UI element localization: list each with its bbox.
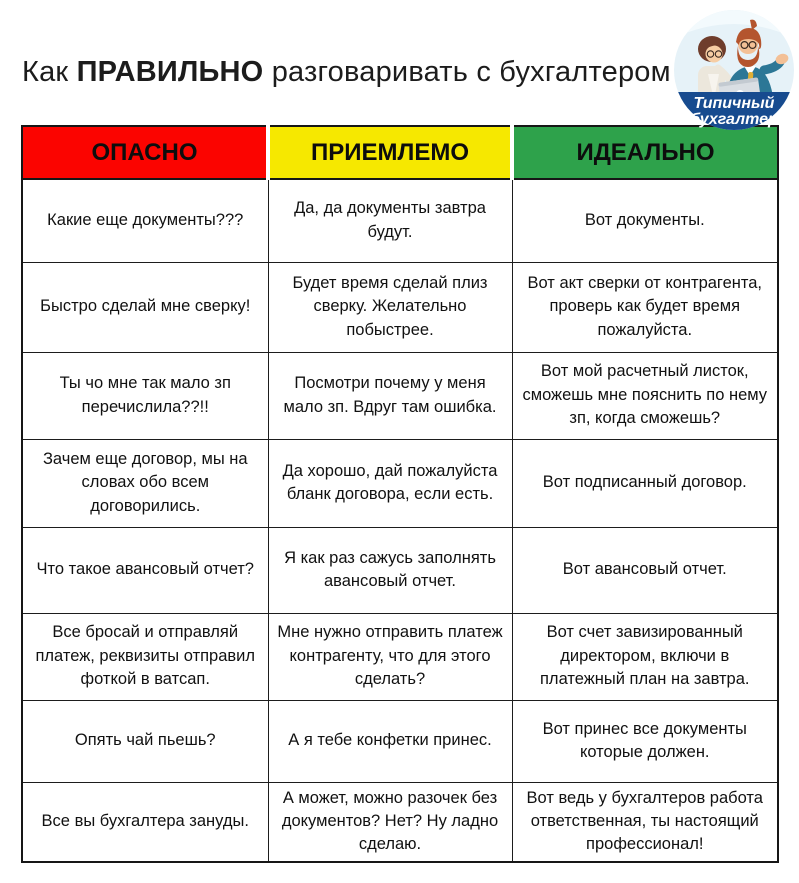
cell-acceptable: А я тебе конфетки принес.	[268, 700, 512, 782]
cell-ideal: Вот подписанный договор.	[512, 439, 778, 527]
cell-acceptable: Мне нужно отправить платеж контрагенту, что для этого сделать?	[268, 613, 512, 700]
table-row	[22, 179, 778, 262]
cell-ideal: Вот документы.	[512, 179, 778, 262]
cell-danger: Быстро сделай мне сверку!	[22, 262, 268, 352]
title-emphasis: ПРАВИЛЬНО	[76, 56, 264, 88]
cell-danger: Зачем еще договор, мы на словах обо всем договорились.	[22, 439, 268, 527]
cell-danger: Все вы бухгалтера зануды.	[22, 782, 268, 862]
table-row	[22, 782, 778, 862]
page-title	[22, 56, 671, 89]
table-row	[22, 613, 778, 700]
cell-acceptable: Да, да документы завтра будут.	[268, 179, 512, 262]
cell-ideal: Вот счет завизированный директором, включи в платежный план на завтра.	[512, 613, 778, 700]
cell-ideal: Вот авансовый отчет.	[512, 527, 778, 613]
column-header-danger: ОПАСНО	[22, 126, 268, 179]
cell-acceptable: Я как раз сажусь заполнять авансовый отчет.	[268, 527, 512, 613]
title-prefix: Как	[22, 56, 77, 88]
cell-danger: Какие еще документы???	[22, 179, 268, 262]
cell-acceptable: Да хорошо, дай пожалуйста бланк договора, если есть.	[268, 439, 512, 527]
column-header-acceptable: ПРИЕМЛЕМО	[268, 126, 512, 179]
cell-ideal: Вот мой расчетный листок, сможешь мне пояснить по нему зп, когда сможешь?	[512, 352, 778, 439]
column-header-ideal: ИДЕАЛЬНО	[512, 126, 778, 179]
cell-ideal: Вот принес все документы которые должен.	[512, 700, 778, 782]
cell-acceptable: Будет время сделай плиз сверку. Желательно побыстрее.	[268, 262, 512, 352]
logo-text-line1: Типичный	[693, 95, 775, 112]
header-row	[22, 126, 778, 179]
cell-danger: Все бросай и отправляй платеж, реквизиты отправил фоткой в ватсап.	[22, 613, 268, 700]
title-suffix: разговаривать с бухгалтером	[263, 56, 671, 88]
table-row	[22, 700, 778, 782]
conversation-table	[21, 125, 779, 863]
logo-text-line2: бухгалтер	[690, 111, 778, 128]
cell-danger: Что такое авансовый отчет?	[22, 527, 268, 613]
table-row	[22, 262, 778, 352]
cell-acceptable: Посмотри почему у меня мало зп. Вдруг там ошибка.	[268, 352, 512, 439]
cell-acceptable: А может, можно разочек без документов? Нет? Ну ладно сделаю.	[268, 782, 512, 862]
cell-ideal: Вот акт сверки от контрагента, проверь как будет время пожалуйста.	[512, 262, 778, 352]
accountants-illustration	[672, 8, 796, 132]
cell-ideal: Вот ведь у бухгалтеров работа ответственная, ты настоящий профессионал!	[512, 782, 778, 862]
table-row	[22, 352, 778, 439]
table-row	[22, 527, 778, 613]
cell-danger: Ты чо мне так мало зп перечислила??!!	[22, 352, 268, 439]
cell-danger: Опять чай пьешь?	[22, 700, 268, 782]
brand-logo	[672, 8, 796, 132]
table-row	[22, 439, 778, 527]
